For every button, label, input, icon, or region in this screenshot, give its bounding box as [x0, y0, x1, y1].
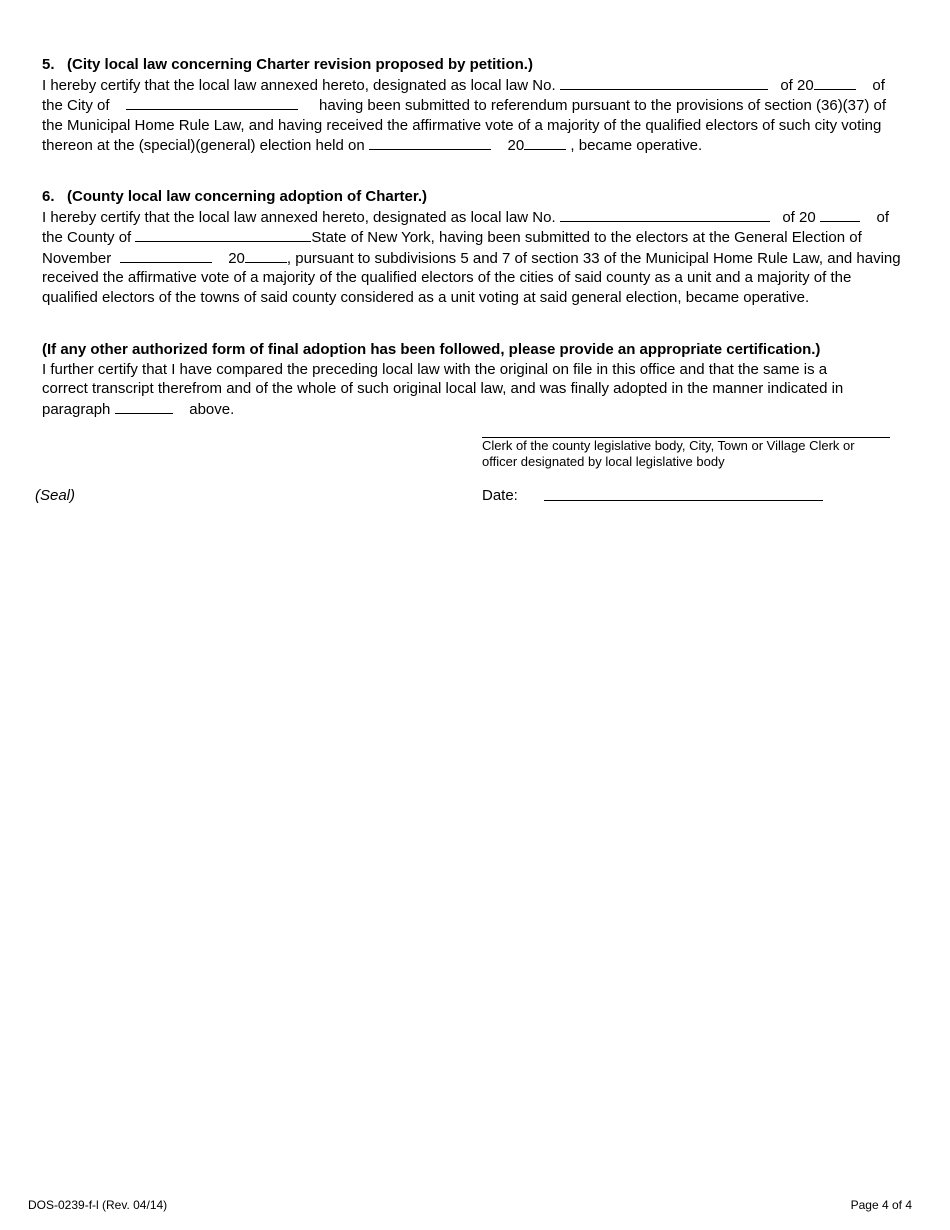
section-5-text: 20: [507, 137, 525, 155]
section-5-title: (City local law concerning Charter revision proposed by petition.): [67, 56, 533, 73]
november-day-field[interactable]: [120, 248, 212, 263]
signature-caption-line-2: officer designated by local legislative body: [482, 454, 725, 469]
signature-caption-line-1: Clerk of the county legislative body, City, Town or Village Clerk or: [482, 438, 855, 453]
city-name-field[interactable]: [126, 95, 298, 110]
section-6-line-2: [42, 227, 922, 248]
election-date-field[interactable]: [369, 135, 491, 150]
section-6-line-4: received the affirmative vote of a majority of the qualified electors of the cities of said county as a unit and a majority of the: [42, 269, 852, 287]
date-field[interactable]: [544, 500, 823, 501]
other-adoption-line-2: correct transcript therefrom and of the whole of such original local law, and was finally adopted in the manner indicated in: [42, 380, 844, 398]
other-adoption-line-3: [42, 399, 922, 420]
local-law-number-field[interactable]: [560, 207, 770, 222]
section-6-text: November: [42, 249, 112, 267]
section-6-title: (County local law concerning adoption of Charter.): [67, 188, 428, 205]
year-field[interactable]: [814, 75, 856, 90]
section-5-text: having been submitted to referendum pursuant to the provisions of section (36)(37) of: [319, 97, 887, 115]
section-6-number: 6.: [42, 188, 55, 205]
section-5-line-1: [42, 75, 922, 96]
other-adoption-heading: (If any other authorized form of final adoption has been followed, please provide an appropriate certification.): [42, 341, 821, 358]
signature-block[interactable]: [482, 437, 890, 470]
section-5-text: thereon at the (special)(general) election held on: [42, 137, 365, 155]
section-5-line-2: [42, 95, 922, 116]
election-year-field[interactable]: [524, 135, 566, 150]
local-law-number-field[interactable]: [560, 75, 768, 90]
section-6-text: of 20: [782, 208, 816, 226]
section-6-text: I hereby certify that the local law annexed hereto, designated as local law No.: [42, 208, 556, 226]
section-5-line-3: the Municipal Home Rule Law, and having received the affirmative vote of a majority of the qualified electors of such city voting: [42, 116, 882, 134]
section-5-text: the City of: [42, 97, 110, 115]
section-6-text: the County of: [42, 229, 132, 247]
section-other-adoption: [42, 340, 922, 419]
section-6-heading: [42, 187, 922, 207]
section-6: [42, 187, 922, 308]
year-field[interactable]: [820, 207, 860, 222]
other-adoption-line-1: I further certify that I have compared the preceding local law with the original on file in this office and that the same is a: [42, 360, 828, 378]
paragraph-field[interactable]: [115, 399, 173, 414]
section-6-text: State of New York, having been submitted to the electors at the General Election of: [311, 229, 862, 247]
section-5-text: , became operative.: [570, 137, 703, 155]
section-5-text: of: [872, 76, 885, 94]
section-6-text: , pursuant to subdivisions 5 and 7 of section 33 of the Municipal Home Rule Law, and having: [286, 249, 901, 267]
section-5-text: I hereby certify that the local law annexed hereto, designated as local law No.: [42, 76, 556, 94]
section-6-text: 20: [228, 249, 245, 267]
page-number: Page 4 of 4: [850, 1198, 912, 1212]
section-6-text: of: [876, 208, 890, 226]
section-5-number: 5.: [42, 56, 55, 73]
section-5-line-4: [42, 135, 922, 156]
section-6-line-3: [42, 248, 922, 269]
other-adoption-text: above.: [189, 400, 235, 418]
section-5-text: of 20: [780, 76, 814, 94]
section-5: [42, 55, 922, 156]
seal-label: (Seal): [35, 487, 76, 504]
date-label: Date:: [482, 487, 518, 504]
section-5-heading: [42, 55, 922, 75]
other-adoption-text: paragraph: [42, 400, 111, 418]
form-id: DOS-0239-f-l (Rev. 04/14): [28, 1198, 168, 1212]
county-name-field[interactable]: [135, 227, 311, 242]
section-6-line-5: qualified electors of the towns of said county considered as a unit voting at said general election, became operative.: [42, 288, 810, 306]
section-6-line-1: [42, 207, 922, 228]
election-year-field[interactable]: [245, 248, 287, 263]
